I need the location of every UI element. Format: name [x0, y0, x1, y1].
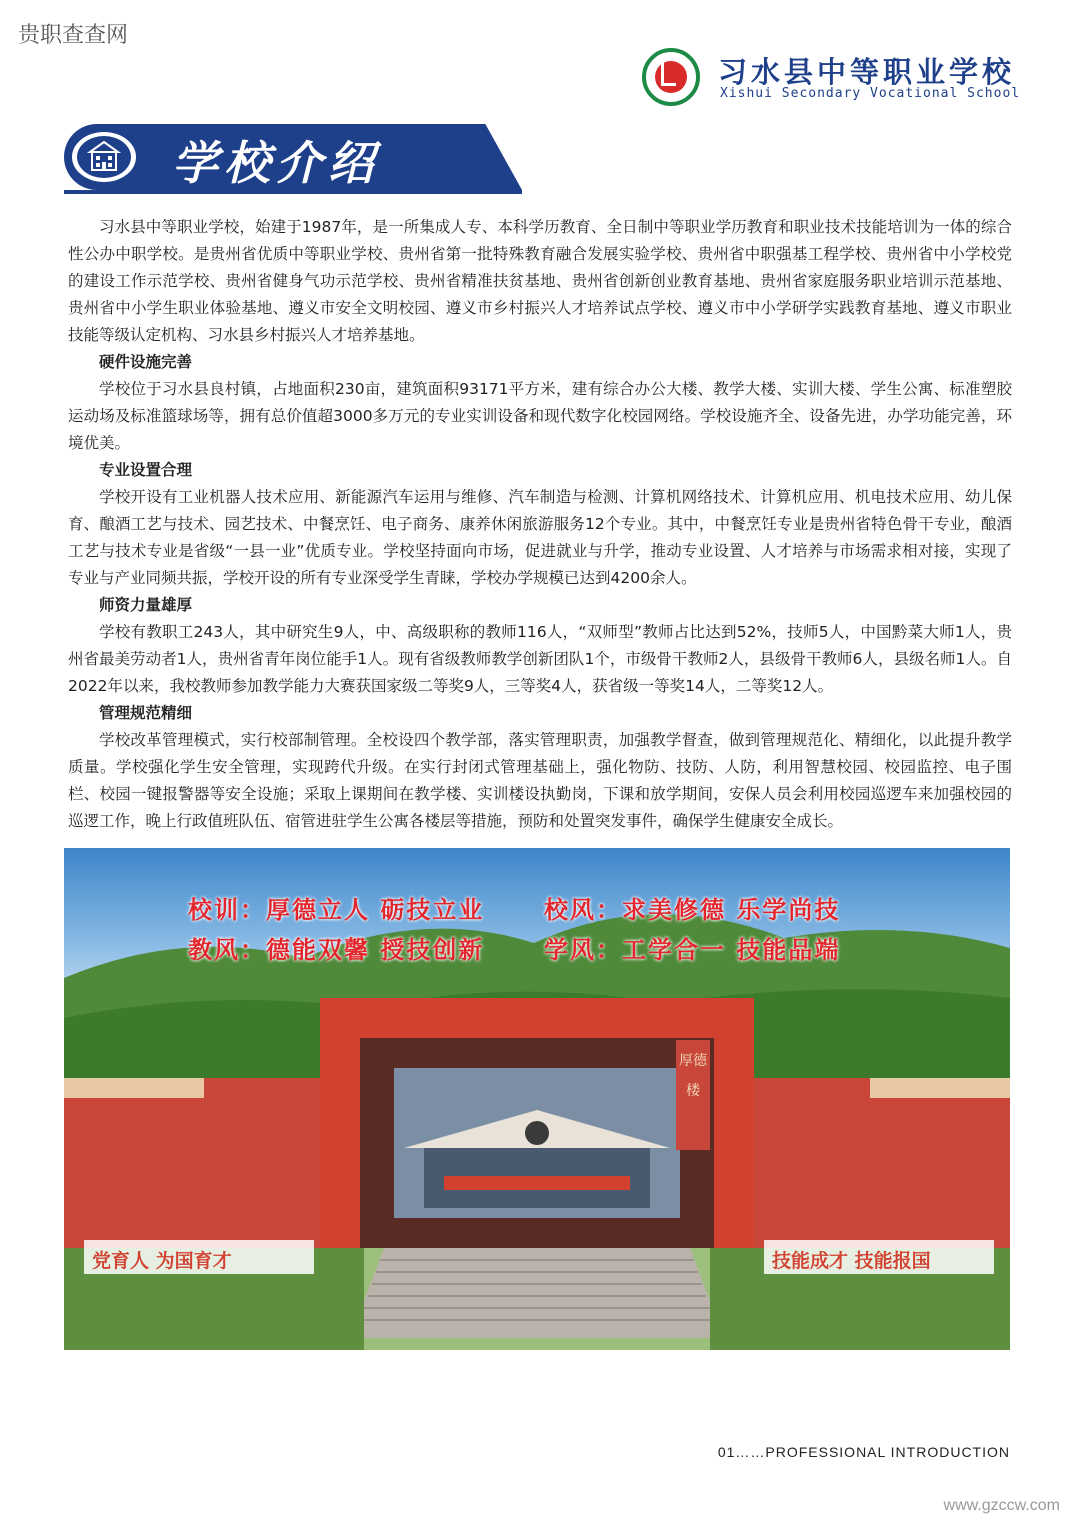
school-logo: [642, 48, 1022, 108]
school-name-cn: 习水县中等职业学校: [718, 55, 1016, 89]
heading-management: 管理规范精细: [99, 704, 193, 722]
section-title: 学校介绍: [172, 136, 380, 190]
intro-paragraph: 习水县中等职业学校，始建于1987年，是一所集成人专、本科学历教育、全日制中等职业学历教育和职业技术技能培训为一体的综合性公办中职学校。是贵州省优质中等职业学校、贵州省第一批特殊教育融合发展实验学校、贵州省中职强基工程学校、贵州省中小学校党的建设工作示范学校、贵州省健身气功示范学校、贵州省精准扶贫基地、贵州省创新创业教育基地、贵州省家庭服务职业培训示范基地、贵州省中小学生职业体验基地、遵义市安全文明校园、遵义市乡村振兴人才培养试点学校、遵义市中小学研学实践教育基地、遵义市职业技能等级认定机构、习水县乡村振兴人才培养基地。: [68, 218, 1012, 344]
building-plaque: 厚德楼: [679, 1053, 707, 1099]
heading-faculty: 师资力量雄厚: [99, 596, 193, 614]
heading-majors: 专业设置合理: [99, 461, 193, 479]
motto-study-style: 学风：工学合一 技能品端: [544, 936, 841, 964]
emblem-mark: [661, 63, 676, 86]
motto-teaching-style: 教风：德能双馨 授技创新: [188, 936, 485, 964]
slogan-left: 党育人 为国育才: [92, 1250, 232, 1272]
campus-photo: [64, 848, 1010, 1350]
paragraph-facilities: 学校位于习水县良村镇，占地面积230亩，建筑面积93171平方米，建有综合办公大楼、教学大楼、实训大楼、学生公寓、标准塑胶运动场及标准篮球场等，拥有总价值超3000多万元的专业实训设备和现代数字化校园网络。学校设施齐全、设备先进，办学功能完善，环境优美。: [68, 380, 1012, 452]
heading-facilities: 硬件设施完善: [99, 353, 193, 371]
page-footer: 01……PROFESSIONAL INTRODUCTION: [717, 1444, 1010, 1460]
intro-content: [68, 214, 1012, 835]
motto-school-creed: 校训：厚德立人 砺技立业: [188, 896, 485, 924]
paragraph-majors: 学校开设有工业机器人技术应用、新能源汽车运用与维修、汽车制造与检测、计算机网络技术、计算机应用、机电技术应用、幼儿保育、酿酒工艺与技术、园艺技术、中餐烹饪、电子商务、康养休闲旅游服务12个专业。其中，中餐烹饪专业是贵州省特色骨干专业，酿酒工艺与技术专业是省级“一县一业”优质专业。学校坚持面向市场，促进就业与升学，推动专业设置、人才培养与市场需求相对接，实现了专业与产业同频共振，学校开设的所有专业深受学生青睐，学校办学规模已达到4200余人。: [68, 488, 1012, 587]
school-building-icon: [70, 130, 138, 184]
school-name-en: Xishui Secondary Vocational School: [720, 86, 1021, 101]
watermark-top: 贵职查查网: [18, 23, 129, 48]
paragraph-management: 学校改革管理模式，实行校部制管理。全校设四个教学部，落实管理职责，加强教学督查，做到管理规范化、精细化，以此提升教学质量。学校强化学生安全管理，实现跨代升级。在实行封闭式管理基础上，强化物防、技防、人防，利用智慧校园、校园监控、电子围栏、校园一键报警器等安全设施；采取上课期间在教学楼、实训楼设执勤岗，下课和放学期间，安保人员会利用校园巡逻车来加强校园的巡逻工作，晚上行政值班队伍、宿管进驻学生公寓各楼层等措施，预防和处置突发事件，确保学生健康安全成长。: [68, 731, 1012, 830]
slogan-right: 技能成才 技能报国: [772, 1250, 931, 1272]
watermark-bottom: www.gzccw.com: [943, 1497, 1060, 1514]
paragraph-faculty: 学校有教职工243人，其中研究生9人，中、高级职称的教师116人，“双师型”教师占比达到52%，技师5人，中国黔菜大师1人，贵州省最美劳动者1人，贵州省青年岗位能手1人。现有省级教师教学创新团队1个，市级骨干教师2人，县级骨干教师6人，县级名师1人。自2022年以来，我校教师参加教学能力大赛获国家级二等奖9人，三等奖4人，获省级一等奖14人，二等奖12人。: [68, 623, 1012, 695]
motto-school-style: 校风：求美修德 乐学尚技: [544, 896, 841, 924]
